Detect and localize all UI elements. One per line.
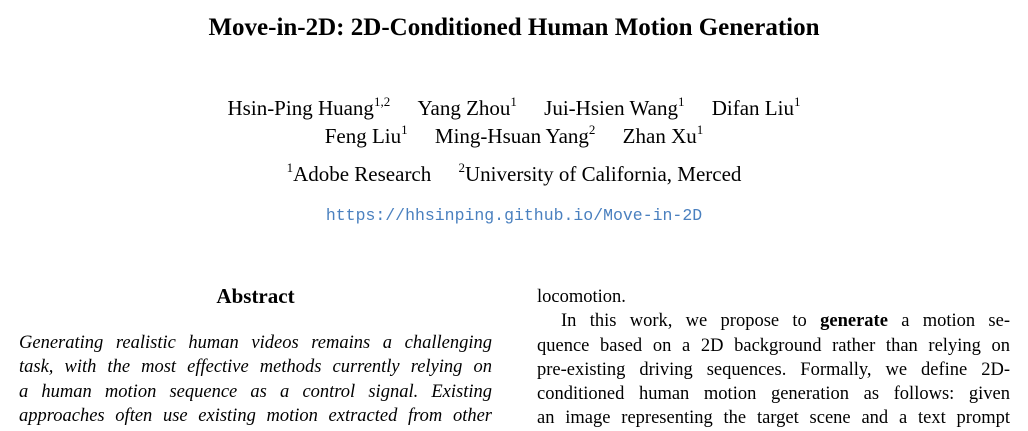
abstract-line: approaches often use existing motion extracted from other — [19, 405, 492, 426]
author: Feng Liu$^1$ — [324, 122, 408, 148]
intro-text — [537, 285, 1010, 431]
author: Difan Liu$^1$ — [711, 94, 801, 120]
abstract-line: a human motion sequence as a control signal. Existing — [19, 381, 492, 402]
affiliation: $^1$Adobe Research — [286, 160, 432, 186]
body-line: In this work, we propose to generate a motion se- — [561, 311, 1010, 332]
author: Ming-Hsuan Yang$^2$ — [434, 122, 596, 148]
author-list-row-1 — [0, 96, 1028, 121]
project-url-link[interactable]: https://hhsinping.github.io/Move-in-2D — [325, 206, 703, 225]
body-line: quence based on a 2D background rather than relying on — [537, 335, 1010, 356]
body-line: conditioned human motion generation as follows: given — [537, 384, 1010, 405]
abstract-heading: Abstract — [216, 284, 295, 308]
body-line: pre-existing driving sequences. Formally, we define 2D- — [537, 359, 1010, 380]
author-list-row-2 — [0, 124, 1028, 149]
body-line: locomotion. — [537, 287, 626, 307]
abstract-text — [19, 331, 492, 428]
affiliation: $^2$University of California, Merced — [458, 160, 742, 186]
body-line: an image representing the target scene and a text prompt — [537, 408, 1010, 429]
abstract-line: Generating realistic human videos remains a challenging — [19, 333, 492, 353]
author: Jui-Hsien Wang$^1$ — [544, 94, 685, 120]
affiliations — [0, 162, 1028, 187]
author: Hsin-Ping Huang$^{1,2}$ — [227, 94, 391, 120]
author: Yang Zhou$^1$ — [417, 94, 517, 120]
author: Zhan Xu$^1$ — [622, 122, 704, 148]
paper-title: Move-in-2D: 2D-Conditioned Human Motion Generation — [208, 14, 820, 41]
abstract-line: task, with the most effective methods currently relying on — [19, 357, 492, 378]
